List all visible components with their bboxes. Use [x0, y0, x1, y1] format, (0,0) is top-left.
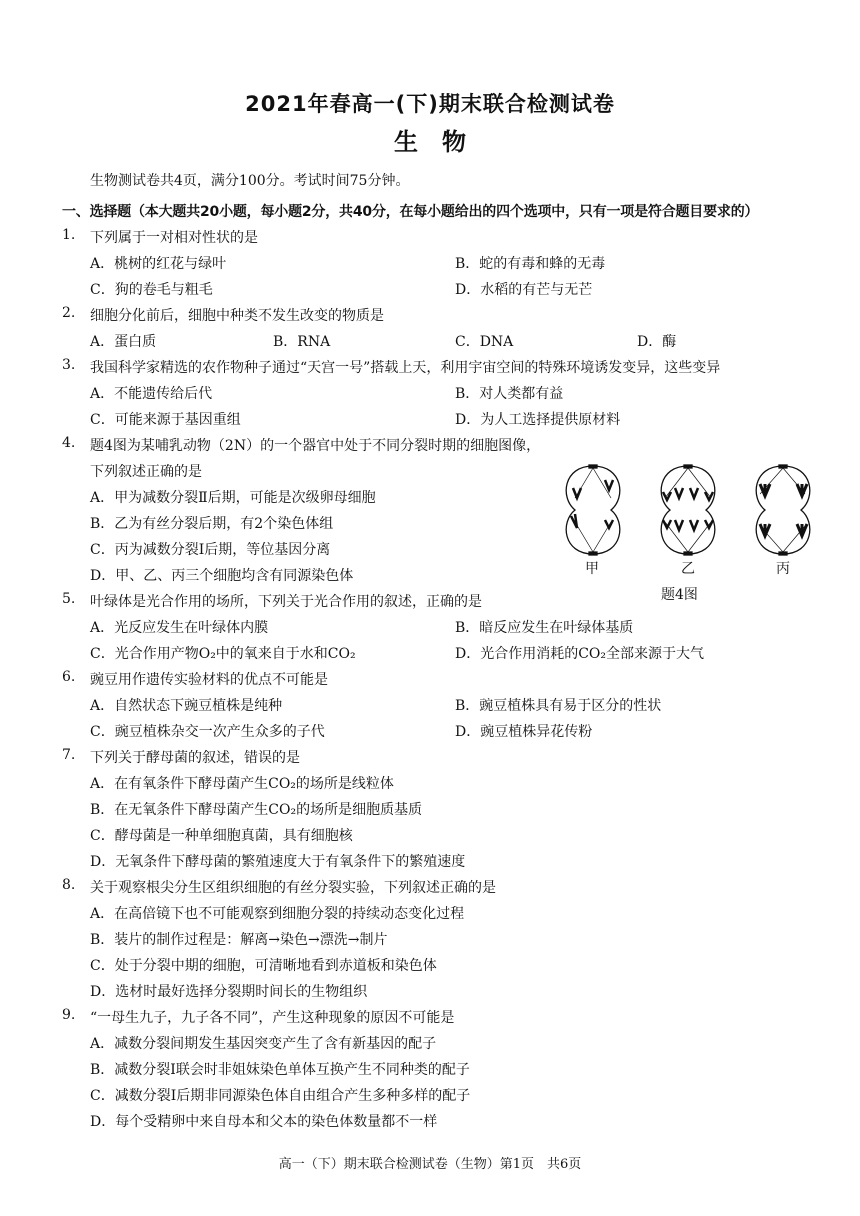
option-c: C．光合作用产物O₂中的氧来自于水和CO₂ — [90, 646, 356, 662]
option-b: B．乙为有丝分裂后期，有2个染色体组 — [90, 516, 334, 532]
option-a: A．甲为减数分裂Ⅱ后期，可能是次级卵母细胞 — [90, 490, 376, 506]
question-text: 叶绿体是光合作用的场所，下列关于光合作用的叙述，正确的是 — [90, 594, 482, 610]
option-a: A．光反应发生在叶绿体内膜 — [90, 620, 269, 636]
question-number: 9. — [62, 1007, 76, 1023]
question-text: 下列关于酵母菌的叙述，错误的是 — [90, 750, 300, 766]
option-d: D．甲、乙、丙三个细胞均含有同源染色体 — [90, 568, 354, 584]
option-b: B．装片的制作过程是：解离→染色→漂洗→制片 — [90, 932, 388, 948]
option-a: A．不能遗传给后代 — [90, 386, 213, 402]
option-a: A．蛋白质 — [90, 334, 157, 350]
cell-jia — [566, 465, 620, 555]
exam-intro: 生物测试卷共4页，满分100分。考试时间75分钟。 — [90, 173, 410, 189]
question-number: 4. — [62, 435, 76, 451]
figure-label-jia: 甲 — [585, 561, 599, 577]
question-text-line2: 下列叙述正确的是 — [90, 464, 202, 480]
option-b: B．在无氧条件下酵母菌产生CO₂的场所是细胞质基质 — [90, 802, 423, 818]
cell-yi — [661, 465, 715, 555]
option-d: D．无氧条件下酵母菌的繁殖速度大于有氧条件下的繁殖速度 — [90, 854, 466, 870]
question-number: 7. — [62, 747, 76, 763]
option-b: B．对人类都有益 — [455, 386, 564, 402]
option-b: B．蛇的有毒和蜂的无毒 — [455, 256, 606, 272]
question-number: 6. — [62, 669, 76, 685]
option-a: A．桃树的红花与绿叶 — [90, 256, 227, 272]
figure-label-yi: 乙 — [681, 561, 695, 577]
option-b: B．暗反应发生在叶绿体基质 — [455, 620, 634, 636]
question-number: 5. — [62, 591, 76, 607]
cell-bing — [756, 465, 810, 555]
question-text: 我国科学家精选的农作物种子通过“天宫一号”搭载上天，利用宇宙空间的特殊环境诱发变异，这些变异 — [90, 360, 721, 376]
option-c: C．豌豆植株杂交一次产生众多的子代 — [90, 724, 325, 740]
option-c: C．酵母菌是一种单细胞真菌，具有细胞核 — [90, 828, 353, 844]
question-text: 关于观察根尖分生区组织细胞的有丝分裂实验，下列叙述正确的是 — [90, 880, 496, 896]
question-text: 豌豆用作遗传实验材料的优点不可能是 — [90, 672, 328, 688]
question-text: “一母生九子，九子各不同”，产生这种现象的原因不可能是 — [90, 1010, 455, 1026]
figure-caption: 题4图 — [661, 587, 698, 603]
option-a: A．在有氧条件下酵母菌产生CO₂的场所是线粒体 — [90, 776, 394, 792]
option-a: A．自然状态下豌豆植株是纯种 — [90, 698, 283, 714]
option-d: D．酶 — [637, 334, 677, 350]
option-d: D．选材时最好选择分裂期时间长的生物组织 — [90, 984, 368, 1000]
option-c: C．狗的卷毛与粗毛 — [90, 282, 213, 298]
option-b: B．RNA — [273, 334, 331, 350]
question-number: 8. — [62, 877, 76, 893]
question-text: 题4图为某哺乳动物（2N）的一个器官中处于不同分裂时期的细胞图像， — [90, 438, 541, 454]
exam-title: 2021年春高一(下)期末联合检测试卷 — [245, 92, 615, 116]
option-a: A．在高倍镜下也不可能观察到细胞分裂的持续动态变化过程 — [90, 906, 465, 922]
option-c: C．丙为减数分裂Ⅰ后期，等位基因分离 — [90, 542, 331, 558]
option-d: D．每个受精卵中来自母本和父本的染色体数量都不一样 — [90, 1114, 438, 1130]
exam-subject: 生 物 — [394, 128, 466, 156]
option-c: C．减数分裂Ⅰ后期非同源染色体自由组合产生多种多样的配子 — [90, 1088, 471, 1104]
question-text: 下列属于一对相对性状的是 — [90, 230, 258, 246]
section-heading: 一、选择题（本大题共20小题，每小题2分，共40分，在每小题给出的四个选项中，只有一项是符合题目要求的） — [62, 204, 759, 220]
question-number: 2. — [62, 305, 76, 321]
option-a: A．减数分裂间期发生基因突变产生了含有新基因的配子 — [90, 1036, 437, 1052]
option-c: C．DNA — [455, 334, 514, 350]
option-d: D．为人工选择提供原材料 — [455, 412, 621, 428]
page-footer: 高一（下）期末联合检测试卷（生物）第1页 共6页 — [278, 1157, 582, 1172]
option-c: C．可能来源于基因重组 — [90, 412, 241, 428]
option-b: B．减数分裂Ⅰ联会时非姐妹染色单体互换产生不同种类的配子 — [90, 1062, 470, 1078]
option-d: D．水稻的有芒与无芒 — [455, 282, 593, 298]
question-number: 1. — [62, 227, 76, 243]
option-d: D．豌豆植株异花传粉 — [455, 724, 593, 740]
question-number: 3. — [62, 357, 76, 373]
option-d: D．光合作用消耗的CO₂全部来源于大气 — [455, 646, 705, 662]
figure-label-bing: 丙 — [776, 561, 790, 577]
question-text: 细胞分化前后，细胞中种类不发生改变的物质是 — [90, 308, 384, 324]
cell-division-figure — [555, 458, 825, 608]
option-c: C．处于分裂中期的细胞，可清晰地看到赤道板和染色体 — [90, 958, 437, 974]
option-b: B．豌豆植株具有易于区分的性状 — [455, 698, 662, 714]
